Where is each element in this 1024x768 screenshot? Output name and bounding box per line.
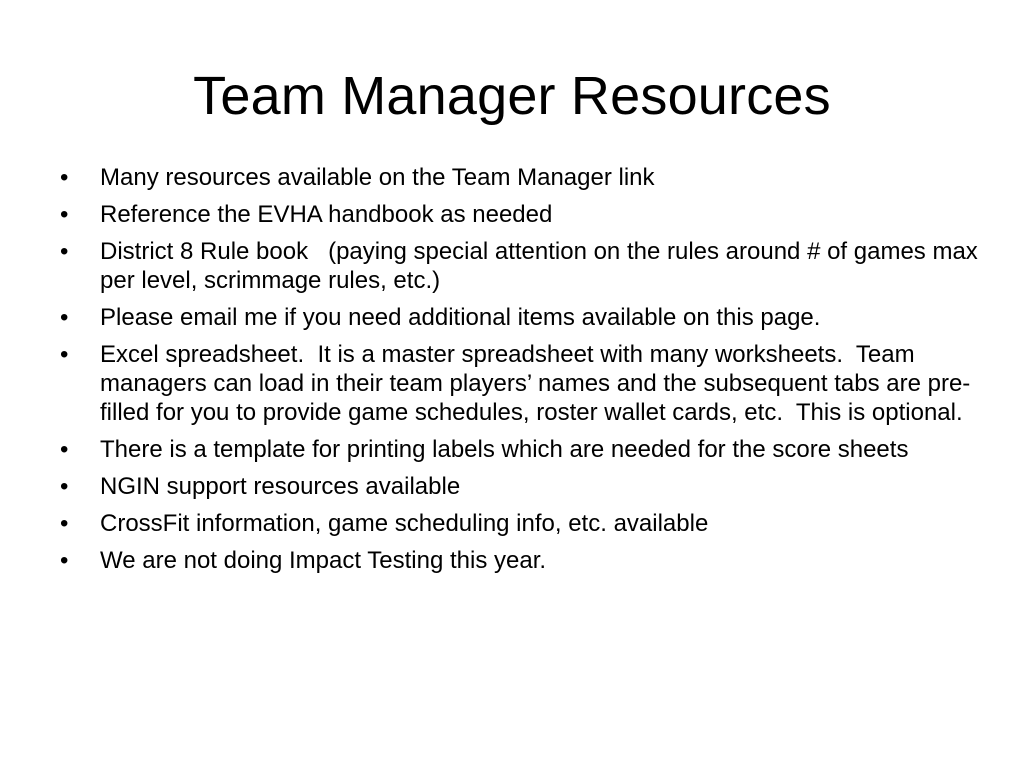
- bullet-marker: •: [60, 341, 69, 368]
- bullet-item: [60, 546, 980, 575]
- bullet-text: Reference the EVHA handbook as needed: [100, 201, 553, 228]
- bullet-text: District 8 Rule book (paying special attention on the rules around # of games max per level, scrimmage rules, etc.): [100, 238, 985, 294]
- bullet-item: [60, 509, 980, 538]
- bullet-item: [60, 163, 980, 192]
- bullet-item: [60, 435, 980, 464]
- bullet-marker: •: [60, 510, 69, 537]
- bullet-marker: •: [60, 304, 69, 331]
- bullet-text: There is a template for printing labels which are needed for the score sheets: [100, 436, 909, 463]
- bullet-item: [60, 237, 985, 295]
- bullet-text: NGIN support resources available: [100, 473, 461, 500]
- bullet-text: Excel spreadsheet. It is a master spreadsheet with many worksheets. Team managers can load in their team players’ names and the subsequent tabs are pre-filled for you to provide game schedules, roster wallet cards, etc. This is optional.: [100, 341, 971, 426]
- bullet-item: [60, 303, 980, 332]
- bullet-marker: •: [60, 436, 69, 463]
- bullet-marker: •: [60, 473, 69, 500]
- slide-title: Team Manager Resources: [193, 66, 831, 126]
- bullet-item: [60, 200, 980, 229]
- bullet-item: [60, 472, 980, 501]
- bullet-text: We are not doing Impact Testing this year.: [100, 547, 547, 574]
- bullet-text: CrossFit information, game scheduling info, etc. available: [100, 510, 709, 537]
- bullet-marker: •: [60, 238, 69, 265]
- bullet-text: Many resources available on the Team Manager link: [100, 164, 655, 191]
- bullet-marker: •: [60, 547, 69, 574]
- bullet-list: [60, 163, 985, 583]
- bullet-marker: •: [60, 201, 69, 228]
- bullet-marker: •: [60, 164, 69, 191]
- bullet-item: [60, 340, 980, 427]
- bullet-text: Please email me if you need additional items available on this page.: [100, 304, 821, 331]
